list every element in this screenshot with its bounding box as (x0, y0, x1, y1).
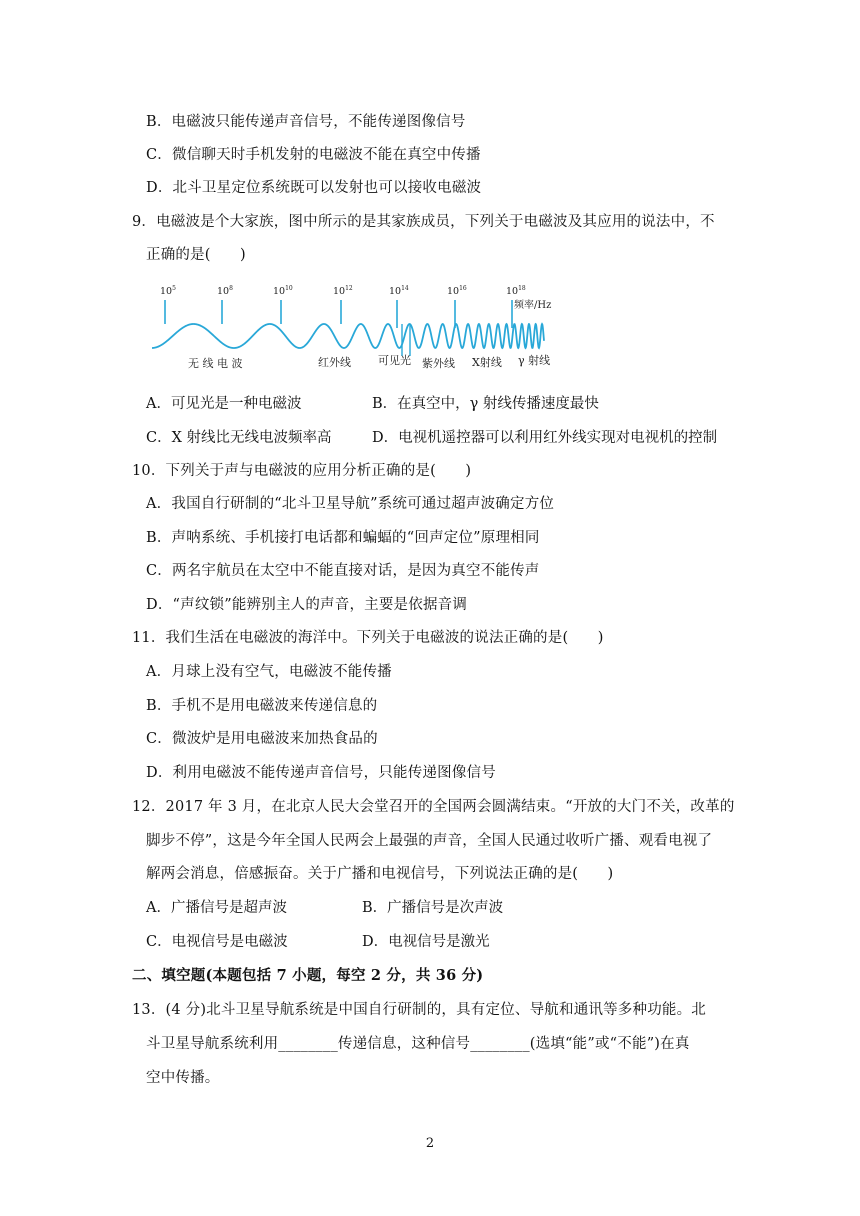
q8-option-c: C．微信聊天时手机发射的电磁波不能在真空中传播 (146, 147, 481, 163)
q11-stem: 11．我们生活在电磁波的海洋中。下列关于电磁波的说法正确的是( ) (132, 630, 604, 646)
q11-option-a: A．月球上没有空气，电磁波不能传播 (146, 664, 392, 680)
q8-option-d: D．北斗卫星定位系统既可以发射也可以接收电磁波 (146, 180, 482, 196)
freq-label-1e10: $10^{10}$ (273, 285, 293, 297)
q12-stem-line1: 12．2017 年 3 月，在北京人民大会堂召开的全国两会圆满结束。“开放的大门不关，改革的 (132, 799, 735, 815)
q12-option-d: D．电视信号是激光 (362, 934, 490, 950)
q13-line3: 空中传播。 (146, 1070, 220, 1086)
q9-option-a: A．可见光是一种电磁波 (146, 396, 302, 412)
freq-label-1e14: $10^{14}$ (389, 285, 409, 297)
freq-label-1e8: $10^8$ (217, 285, 233, 297)
em-wave-curve (152, 324, 544, 348)
section-heading-fill-in: 二、填空题(本题包括 7 小题，每空 2 分，共 36 分) (132, 967, 484, 984)
q11-option-b: B．手机不是用电磁波来传递信息的 (146, 698, 378, 714)
freq-label-1e5: $10^5$ (160, 285, 176, 297)
band-label-gamma: γ 射线 (518, 354, 551, 367)
q9-option-b: B．在真空中，γ 射线传播速度最快 (372, 396, 599, 412)
band-label-xray: X射线 (472, 356, 502, 369)
q12-stem-line3: 解两会消息，倍感振奋。关于广播和电视信号，下列说法正确的是( ) (146, 866, 614, 882)
q11-option-c: C．微波炉是用电磁波来加热食品的 (146, 731, 378, 747)
q8-option-b: B．电磁波只能传递声音信号，不能传递图像信号 (146, 114, 466, 130)
page-number: 2 (425, 1136, 435, 1151)
band-label-infrared: 红外线 (318, 356, 351, 369)
q9-option-c: C．X 射线比无线电波频率高 (146, 430, 332, 446)
q10-option-b: B．声呐系统、手机接打电话都和蝙蝠的“回声定位”原理相同 (146, 530, 540, 546)
band-label-ultraviolet: 紫外线 (422, 357, 455, 370)
q9-stem-line1: 9．电磁波是个大家族，图中所示的是其家族成员，下列关于电磁波及其应用的说法中，不 (132, 214, 715, 230)
q13-line1: 13．(4 分)北斗卫星导航系统是中国自行研制的，具有定位、导航和通讯等多种功能。北 (132, 1002, 706, 1018)
q9-option-d: D．电视机遥控器可以利用红外线实现对电视机的控制 (372, 430, 718, 446)
freq-label-1e18: $10^{18}$ (506, 285, 526, 297)
freq-label-1e16: $10^{16}$ (447, 285, 467, 297)
q12-stem-line2: 脚步不停”，这是今年全国人民两会上最强的声音，全国人民通过收听广播、观看电视了 (146, 833, 713, 849)
q13-line2: 斗卫星导航系统利用________传递信息，这种信号________(选填“能”或“不能”)在真 (146, 1036, 690, 1052)
q10-option-d: D．“声纹锁”能辨别主人的声音，主要是依据音调 (146, 597, 468, 613)
freq-axis-label: 频率/Hz (514, 300, 552, 311)
q10-stem: 10．下列关于声与电磁波的应用分析正确的是( ) (132, 463, 472, 479)
q12-option-c: C．电视信号是电磁波 (146, 934, 288, 950)
q11-option-d: D．利用电磁波不能传递声音信号，只能传递图像信号 (146, 765, 496, 781)
tick-marks (165, 300, 512, 328)
em-spectrum-figure (140, 278, 580, 378)
q12-option-b: B．广播信号是次声波 (362, 900, 504, 916)
q10-option-c: C．两名宇航员在太空中不能直接对话，是因为真空不能传声 (146, 563, 540, 579)
band-label-radio: 无 线 电 波 (188, 357, 243, 370)
freq-label-1e12: $10^{12}$ (333, 285, 353, 297)
band-label-visible: 可见光 (378, 354, 411, 367)
q9-stem-line2: 正确的是( ) (146, 247, 246, 263)
q12-option-a: A．广播信号是超声波 (146, 900, 287, 916)
q10-option-a: A．我国自行研制的“北斗卫星导航”系统可通过超声波确定方位 (146, 496, 555, 512)
